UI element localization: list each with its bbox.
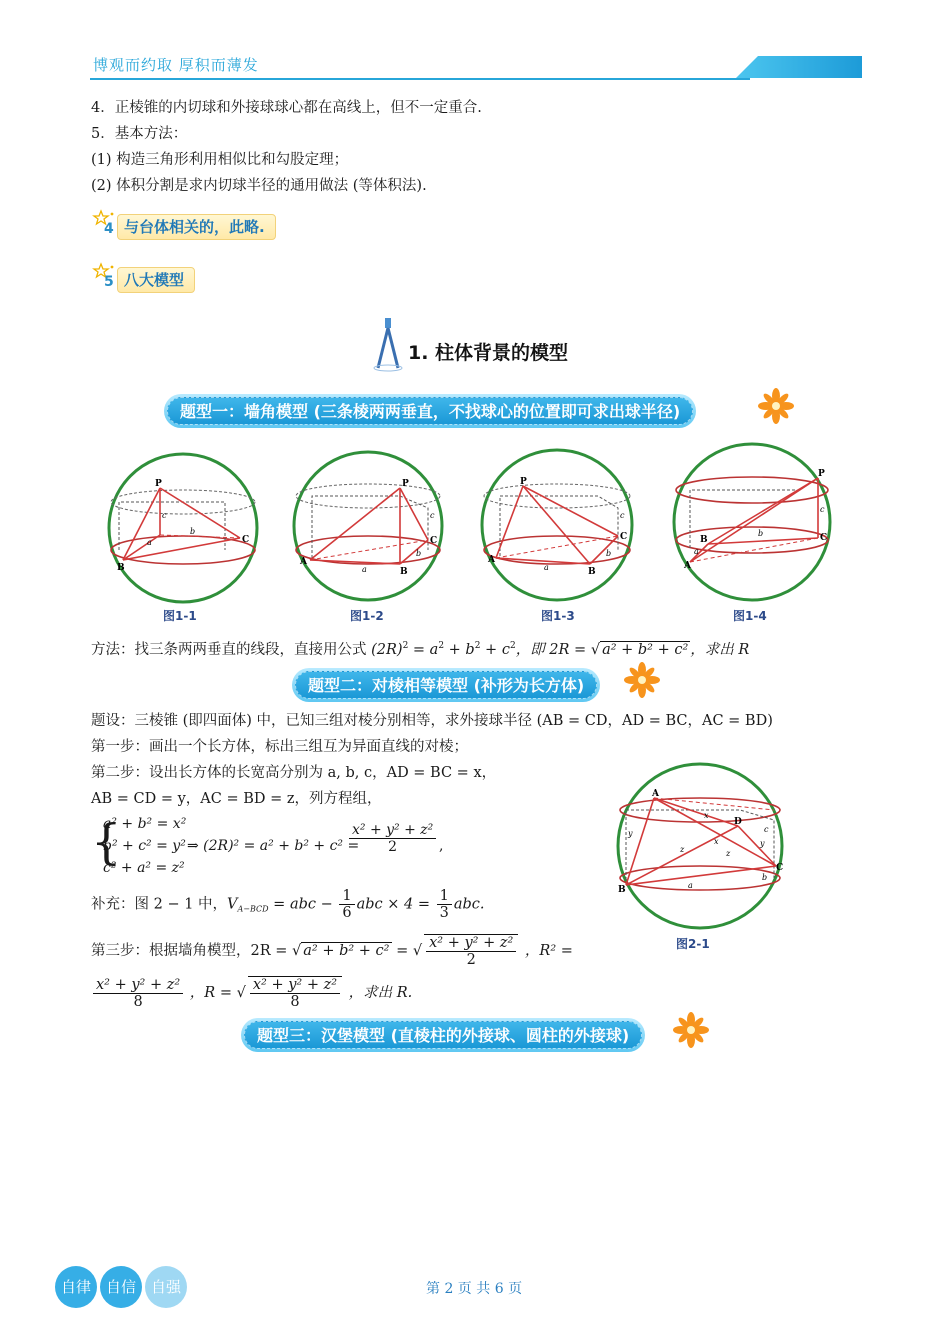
footer-badge-self-discipline: 自律 — [55, 1266, 97, 1308]
section-number: 4 — [104, 221, 114, 237]
point-4: 4．正棱锥的内切球和外接球球心都在高线上，但不一定重合. — [91, 100, 482, 116]
type2-line-1: 题设：三棱锥 (即四面体) 中，已知三组对棱分别相等，求外接球半径 (AB = CD，AD = BC，AC = BD) — [91, 713, 773, 729]
sys-eq-2: b² + c² = y² — [103, 838, 186, 854]
type2-line-3: 第二步：设出长方体的长宽高分别为 a, b, c，AD = BC = x， — [91, 765, 497, 781]
method-eq-part: (2R) — [371, 642, 403, 658]
label-C: C — [776, 863, 784, 873]
r-eq: ，R = — [189, 985, 232, 1001]
flower-icon — [622, 660, 662, 700]
caption-2-1: 图2-1 — [676, 937, 710, 951]
label-A: A — [652, 789, 659, 799]
label-a: a — [694, 547, 699, 556]
footer-badge-self-strength: 自强 — [145, 1266, 187, 1308]
label-P: P — [155, 479, 162, 489]
figure-2-1 — [614, 760, 786, 932]
label-a: a — [688, 881, 693, 890]
label-B: B — [400, 567, 408, 577]
label-b: b — [416, 549, 422, 558]
part-title-text: 1. 柱体背景的模型 — [408, 342, 569, 364]
s3-root-frac — [424, 934, 518, 968]
label-a: a — [544, 563, 549, 572]
frac-num: x² + y² + z² — [93, 977, 183, 994]
caption-1-1: 图1-1 — [163, 609, 197, 623]
header-motto: 博观而约取 厚积而薄发 — [93, 56, 259, 74]
method-suffix: ，求出 R — [690, 642, 750, 658]
label-c: c — [820, 505, 825, 514]
label-C: C — [620, 532, 628, 542]
method-prefix: 方法：找三条两两垂直的线段，直接用公式 — [91, 642, 367, 658]
label-P: P — [818, 469, 825, 479]
type2-step3: 第三步：根据墙角模型，2R = √ a² + b² + c² = √ $\frac{\text{x² + y² + z²}}{2}$ ，R² = — [91, 935, 573, 968]
frac-den: 6 — [342, 905, 352, 921]
method-eq-part: = a — [408, 642, 439, 658]
section-label: 与台体相关的，此略. — [117, 214, 276, 240]
caption-1-3: 图1-3 — [541, 609, 575, 623]
type3-banner-text: 题型三：汉堡模型 (直棱柱的外接球、圆柱的外接球) — [244, 1021, 642, 1049]
compass-icon — [372, 316, 406, 374]
method-mid: ，即 2R = — [515, 642, 587, 658]
sup: 2 — [402, 641, 409, 651]
label-P: P — [520, 477, 527, 487]
frac-num: x² + y² + z² — [349, 822, 436, 839]
s3-prefix: 第三步：根据墙角模型，2R = — [91, 943, 288, 959]
label-b: b — [190, 527, 196, 536]
caption-1-4: 图1-4 — [733, 609, 767, 623]
label-D: D — [734, 817, 742, 827]
frac-num: 1 — [339, 888, 354, 905]
flower-icon — [671, 1010, 711, 1050]
label-x: x — [714, 837, 719, 846]
page-header — [0, 0, 950, 90]
label-y: y — [760, 839, 765, 848]
frac-num: 1 — [437, 888, 452, 905]
label-c: c — [430, 511, 435, 520]
method-2: (2) 体积分割是求内切球半径的通用做法 (等体积法). — [91, 178, 427, 194]
label-c: c — [764, 825, 769, 834]
frac-one-third — [437, 888, 452, 921]
label-B: B — [700, 535, 708, 545]
method-eq-part: + c — [480, 642, 510, 658]
header-rule — [90, 78, 750, 80]
label-A: A — [300, 557, 307, 567]
label-C: C — [820, 533, 828, 543]
flower-icon — [756, 386, 796, 426]
page-number: 第 2 页 共 6 页 — [426, 1281, 523, 1297]
label-B: B — [588, 567, 596, 577]
method-eq-part: + b — [444, 642, 475, 658]
label-B: B — [618, 885, 626, 895]
figure-1-4 — [670, 440, 834, 604]
label-b: b — [606, 549, 612, 558]
point-5: 5．基本方法： — [91, 126, 188, 142]
label-b: b — [762, 873, 768, 882]
s3-tail: ，R² = — [524, 943, 573, 959]
type2-supplement — [91, 888, 485, 921]
label-A: A — [684, 561, 691, 571]
supp-end: abc. — [453, 896, 485, 913]
sys-fraction — [349, 822, 436, 855]
label-z: z — [680, 845, 685, 854]
footer-badge-self-confidence: 自信 — [100, 1266, 142, 1308]
label-z: z — [726, 849, 731, 858]
header-accent-bar — [736, 56, 862, 78]
type2-banner-text: 题型二：对棱相等模型 (补形为长方体) — [295, 671, 597, 699]
method-1: (1) 构造三角形利用相似比和勾股定理； — [91, 152, 349, 168]
frac-den: 2 — [466, 952, 476, 968]
r-root-frac — [248, 976, 342, 1010]
supp-eq: = abc − — [268, 896, 333, 913]
label-C: C — [242, 535, 250, 545]
label-c: c — [620, 511, 625, 520]
sys-eq-3: c² + a² = z² — [103, 860, 185, 876]
frac-den: 2 — [388, 839, 398, 855]
figure-1-3 — [478, 446, 636, 604]
supp-prefix: 补充：图 2 − 1 中， — [91, 896, 228, 913]
type2-line-2: 第一步：画出一个长方体，标出三组互为异面直线的对棱； — [91, 739, 468, 755]
figure-1-2 — [290, 448, 446, 604]
sup: 2 — [438, 641, 445, 651]
label-P: P — [402, 479, 409, 489]
frac-den: 3 — [439, 905, 449, 921]
figure-1-1 — [105, 450, 261, 606]
sup: 2 — [509, 641, 516, 651]
section-label: 八大模型 — [117, 267, 195, 293]
frac-num: x² + y² + z² — [426, 935, 516, 952]
label-a: a — [147, 538, 152, 547]
supp-mid: abc × 4 = — [356, 896, 431, 913]
r-end: ，求出 R. — [348, 985, 413, 1001]
label-A: A — [488, 555, 495, 565]
s3-eq: = — [396, 943, 409, 959]
label-y: y — [628, 829, 633, 838]
s3-root: a² + b² + c² — [303, 943, 390, 959]
supp-sub: A−BCD — [237, 904, 269, 914]
part-title — [372, 316, 569, 378]
type2-r-result: $\frac{\text{x² + y² + z²}}{8}$ ，R = √ $\frac{\text{x² + y² + z²}}{8}$ ，求出 R. — [91, 976, 412, 1010]
label-B: B — [117, 563, 125, 573]
supp-v: V — [227, 896, 238, 913]
type1-method: 方法：找三条两两垂直的线段，直接用公式 $(2R)^2 = a^2 + b^2 + c^2$，即 2R = √ a² + b² + c² ，求出 R — [91, 641, 750, 658]
type1-banner-text: 题型一：墙角模型 (三条棱两两垂直，不找球心的位置即可求出球半径) — [167, 397, 693, 425]
caption-1-2: 图1-2 — [350, 609, 384, 623]
method-root: a² + b² + c² — [602, 642, 689, 658]
sys-result: ⇒ (2R)² = a² + b² + c² = — [187, 838, 360, 854]
label-b: b — [758, 529, 764, 538]
frac-den: 8 — [290, 994, 300, 1010]
type2-line-4: AB = CD = y，AC = BD = z，列方程组， — [91, 791, 382, 807]
label-a: a — [362, 565, 367, 574]
sup: 2 — [474, 641, 481, 651]
label-c: c — [162, 511, 167, 520]
section-number: 5 — [104, 274, 114, 290]
frac-num: x² + y² + z² — [250, 977, 340, 994]
frac-den: 8 — [133, 993, 143, 1010]
label-x: x — [704, 811, 709, 820]
frac-one-sixth — [339, 888, 354, 921]
sys-eq-1: a² + b² = x² — [103, 816, 187, 832]
r2-frac — [93, 977, 183, 1010]
label-C: C — [430, 536, 438, 546]
